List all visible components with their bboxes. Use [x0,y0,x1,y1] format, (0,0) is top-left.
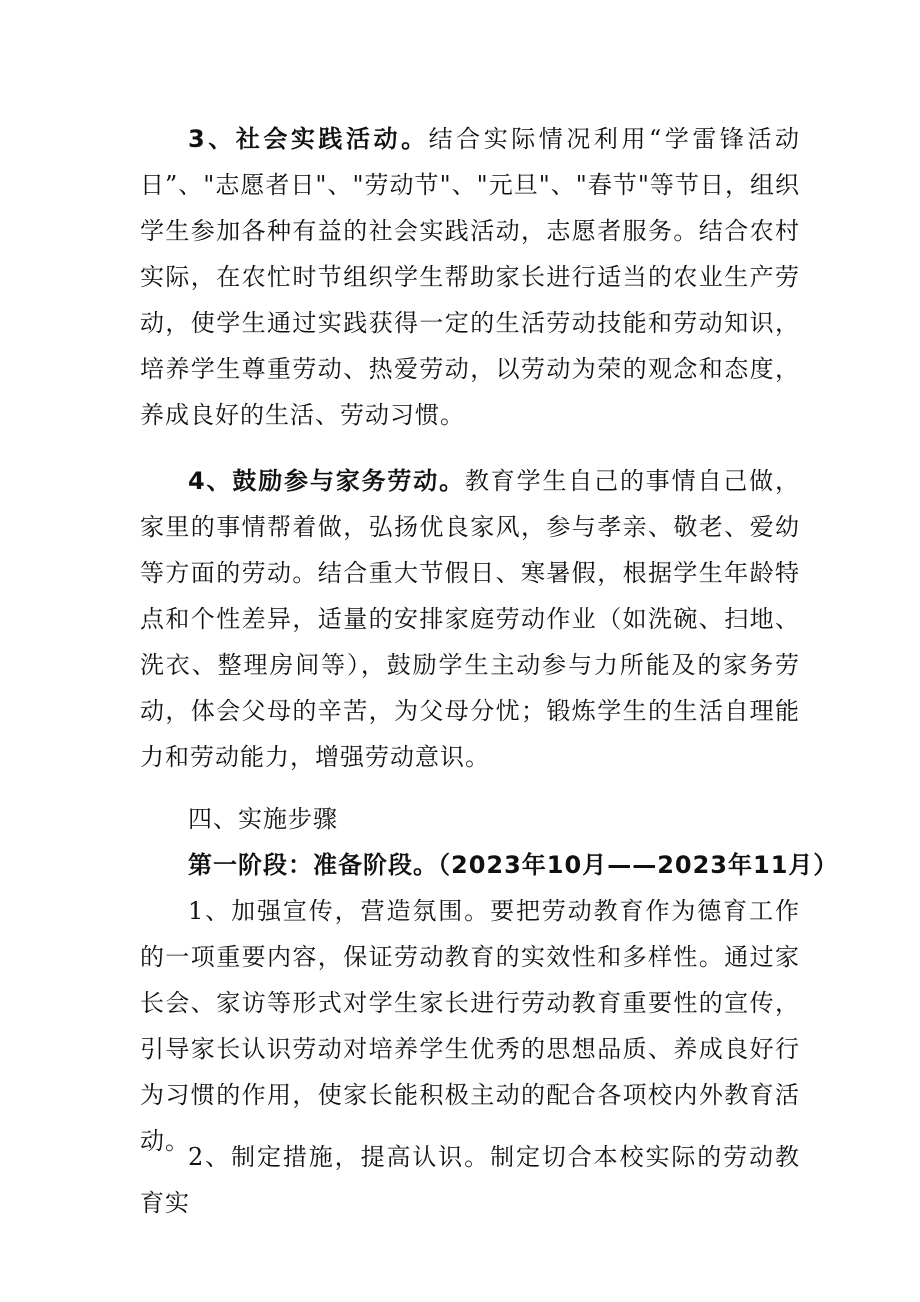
section-heading: 四、实施步骤 [188,805,338,833]
stage-heading: 第一阶段：准备阶段。（2023年10月——2023年11月） [188,851,839,879]
paragraph-label: 4、鼓励参与家务劳动。 [188,467,465,495]
paragraph-body: 教育学生自己的事情自己做，家里的事情帮着做，弘扬优良家风，参与孝亲、敬老、爱幼等方面的劳动。结合重大节假日、寒暑假，根据学生年龄特点和个性差异，适量的安排家庭劳动作业（如洗碗、扫地、洗衣、整理房间等），鼓励学生主动参与力所能及的家务劳动，体会父母的辛苦，为父母分忧；锻炼学生的生活自理能力和劳动能力，增强劳动意识。 [140,467,801,771]
paragraph-housework [140,458,800,780]
paragraph-publicity: 1、加强宣传，营造氛围。要把劳动教育作为德育工作的一项重要内容，保证劳动教育的实效性和多样性。通过家长会、家访等形式对学生家长进行劳动教育重要性的宣传，引导家长认识劳动对培养学生优秀的思想品质、养成良好行为习惯的作用，使家长能积极主动的配合各项校内外教育活动。 [140,897,800,1155]
paragraph-label: 3、社会实践活动。 [188,125,429,153]
paragraph-measures: 2、制定措施，提高认识。制定切合本校实际的劳动教育实 [140,1143,800,1217]
paragraph-body: 结合实际情况利用“学雷锋活动日”、"志愿者日"、"劳动节"、"元旦"、"春节"等节日，组织学生参加各种有益的社会实践活动，志愿者服务。结合农村实际，在农忙时节组织学生帮助家长进行适当的农业生产劳动，使学生通过实践获得一定的生活劳动技能和劳动知识，培养学生尊重劳动、热爱劳动，以劳动为荣的观念和态度，养成良好的生活、劳动习惯。 [140,125,800,429]
paragraph-social-practice [140,116,800,438]
